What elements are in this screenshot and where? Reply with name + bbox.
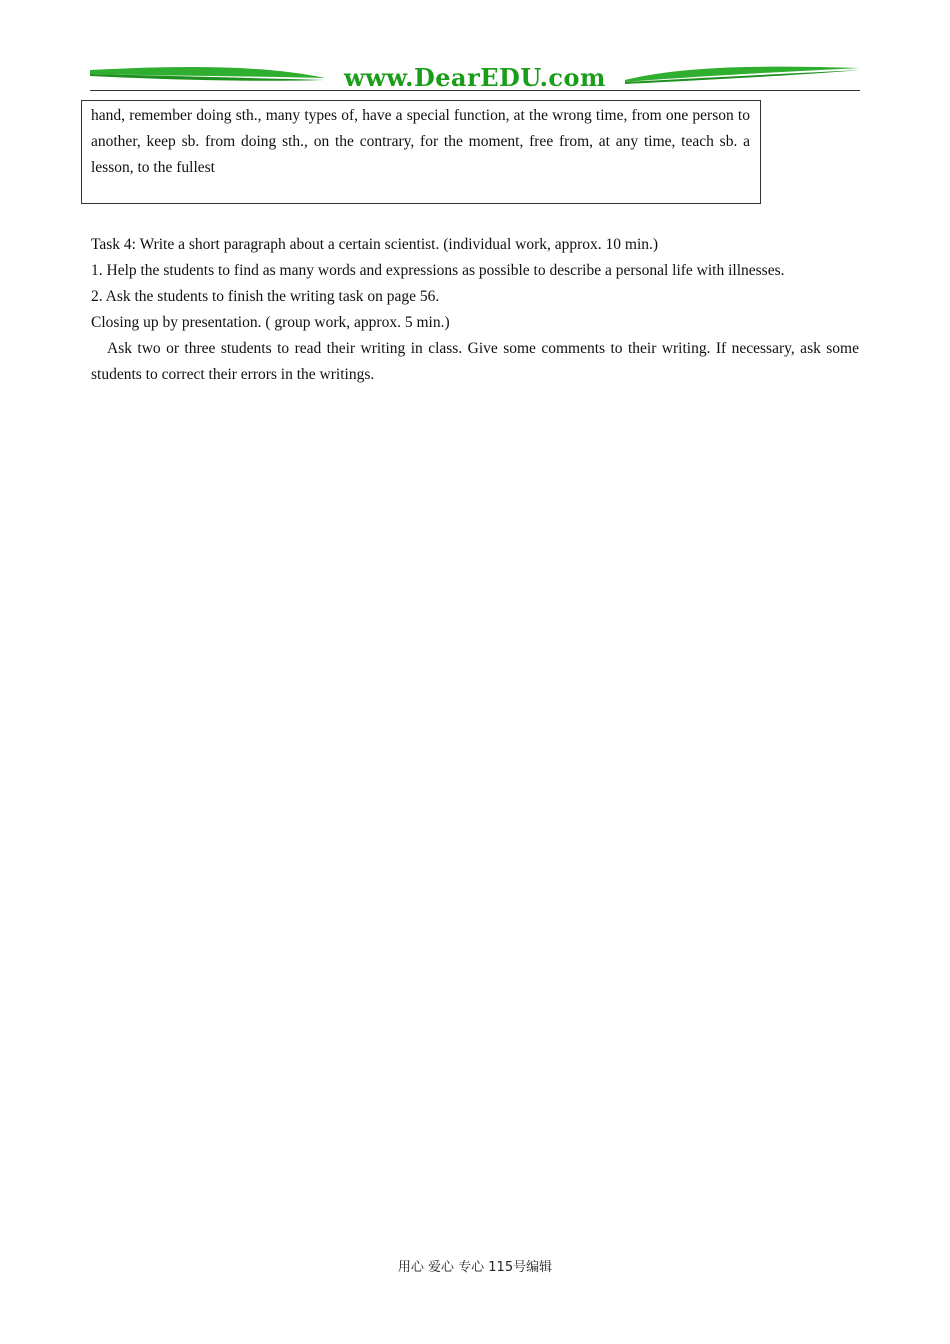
page-footer: 用心 爱心 专心 115号编辑 — [397, 1260, 553, 1275]
header-divider — [90, 90, 860, 91]
site-logo-text: www.DearEDU.com — [344, 63, 606, 92]
lesson-content — [91, 232, 859, 388]
closing-title: Closing up by presentation. ( group work, approx. 5 min.) — [91, 314, 450, 331]
vocabulary-box — [81, 100, 761, 204]
task4-step-1: 1. Help the students to find as many words and expressions as possible to describe a personal life with illnesses. — [91, 262, 785, 279]
vocabulary-text: hand, remember doing sth., many types of, have a special function, at the wrong time, from one person to another, keep sb. from doing sth., on the contrary, for the moment, free from, at any time, teach sb. a lesson, to the fullest — [91, 107, 750, 176]
task4-title: Task 4: Write a short paragraph about a certain scientist. (individual work, approx. 10 min.) — [91, 236, 659, 253]
closing-paragraph: Ask two or three students to read their writing in class. Give some comments to their writing. If necessary, ask some students to correct their errors in the writings. — [91, 340, 859, 383]
page-header — [90, 62, 860, 92]
task4-step-2: 2. Ask the students to finish the writing task on page 56. — [91, 288, 440, 305]
